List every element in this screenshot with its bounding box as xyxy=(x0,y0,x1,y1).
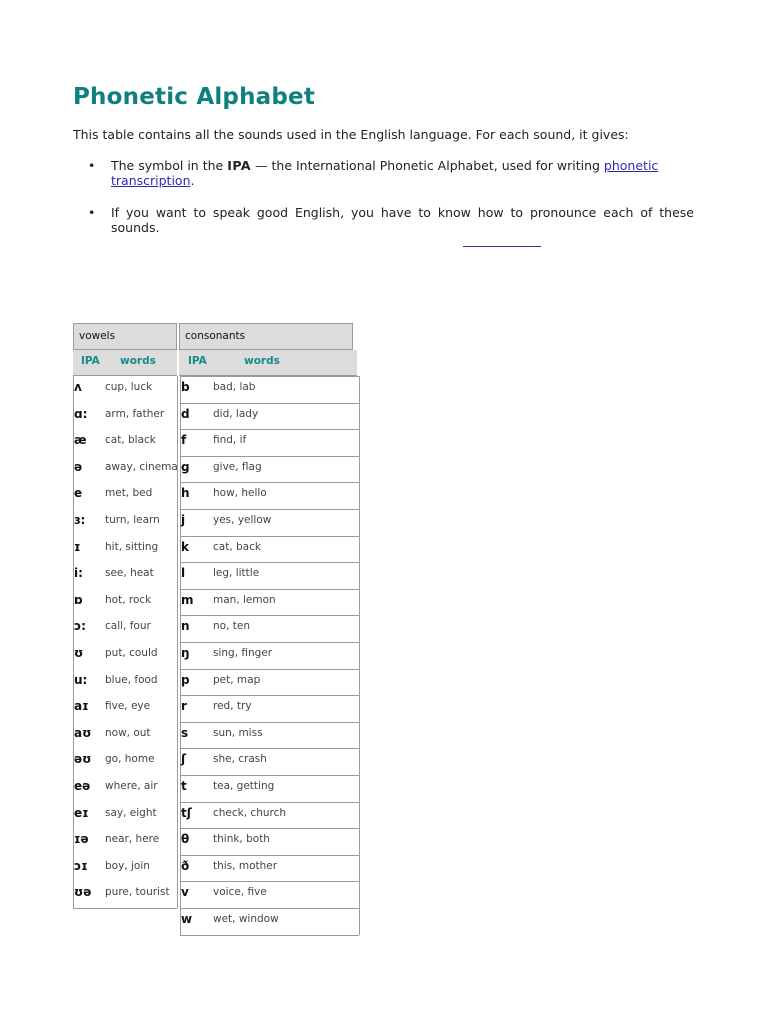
vowel-example-words: hot, rock xyxy=(105,593,152,606)
vowel-symbol: i: xyxy=(74,566,83,581)
vowel-symbol: aʊ xyxy=(74,725,92,740)
vowel-example-words: now, out xyxy=(105,726,151,739)
consonant-symbol: θ xyxy=(181,832,190,847)
consonant-symbol: g xyxy=(181,459,190,474)
consonant-symbol: p xyxy=(181,672,190,687)
vowel-example-words: where, air xyxy=(105,780,158,792)
consonant-example-words: pet, map xyxy=(213,673,261,686)
table-row-divider xyxy=(180,589,359,590)
vowel-symbol: u: xyxy=(74,672,88,687)
vowel-symbol: e xyxy=(74,486,83,501)
vowels-header: vowels xyxy=(73,323,177,350)
consonant-example-words: no, ten xyxy=(213,620,250,633)
vowel-symbol: ʊ xyxy=(74,646,84,660)
table-row-divider xyxy=(180,775,359,776)
vowel-example-words: away, cinema xyxy=(105,460,178,473)
vowels-subheader xyxy=(73,350,177,376)
table-bottom-border xyxy=(180,935,359,936)
consonant-symbol: m xyxy=(181,592,194,607)
consonant-example-words: she, crash xyxy=(213,753,267,766)
vowel-example-words: hit, sitting xyxy=(105,540,159,553)
consonant-example-words: give, flag xyxy=(213,460,262,473)
vowel-example-words: call, four xyxy=(105,620,151,633)
vowel-symbol: ɪ xyxy=(74,539,81,554)
table-row-divider xyxy=(180,429,359,430)
vowel-example-words: cat, black xyxy=(105,434,156,447)
consonant-symbol: w xyxy=(181,912,193,926)
consonant-example-words: yes, yellow xyxy=(213,514,272,526)
table-row-divider xyxy=(180,722,359,723)
consonant-example-words: wet, window xyxy=(213,913,279,925)
vowel-symbol: eɪ xyxy=(74,805,89,820)
consonant-example-words: how, hello xyxy=(213,487,267,500)
table-row-divider xyxy=(180,802,359,803)
bullet-text: If you want to speak good English, you have to know how to pronounce each of these sounds. xyxy=(111,205,694,235)
table-row-divider xyxy=(180,855,359,856)
table-row-divider xyxy=(180,562,359,563)
vowel-symbol: ɜ: xyxy=(74,513,86,527)
consonant-example-words: red, try xyxy=(213,700,252,713)
table-row-divider xyxy=(180,403,359,404)
bullet-text-start: The symbol in the xyxy=(111,158,228,173)
table-row-divider xyxy=(180,748,359,749)
vowel-symbol: ɔ: xyxy=(74,619,86,634)
vowel-symbol: aɪ xyxy=(74,699,89,714)
vowel-symbol: əʊ xyxy=(74,752,92,767)
vowels-left-border xyxy=(73,376,74,908)
vowels-right-border xyxy=(177,376,178,908)
consonant-symbol: tʃ xyxy=(181,805,192,820)
vowel-example-words: blue, food xyxy=(105,673,158,686)
vowel-symbol: ɔɪ xyxy=(74,858,88,873)
consonant-example-words: sing, finger xyxy=(213,647,273,659)
vowel-example-words: arm, father xyxy=(105,407,165,420)
table-row-divider xyxy=(180,456,359,457)
table-row-divider xyxy=(180,669,359,670)
consonant-symbol: f xyxy=(181,433,187,448)
vowel-example-words: say, eight xyxy=(105,806,157,819)
consonant-example-words: sun, miss xyxy=(213,726,263,739)
consonant-example-words: tea, getting xyxy=(213,780,275,792)
vowel-symbol: ə xyxy=(74,459,83,474)
table-row-divider xyxy=(180,482,359,483)
table-row-divider xyxy=(180,908,359,909)
vowel-example-words: near, here xyxy=(105,833,160,846)
vowels-ipa-label: IPA xyxy=(81,355,100,367)
consonant-example-words: cat, back xyxy=(213,540,261,553)
consonant-symbol: d xyxy=(181,406,190,421)
consonant-symbol: t xyxy=(181,779,187,793)
vowel-example-words: five, eye xyxy=(105,700,151,713)
table-row-divider xyxy=(180,642,359,643)
bullet-text xyxy=(88,158,694,188)
vowel-example-words: see, heat xyxy=(105,567,154,580)
consonant-example-words: think, both xyxy=(213,833,270,846)
table-row-divider xyxy=(180,695,359,696)
page-title: Phonetic Alphabet xyxy=(73,84,316,110)
vowel-example-words: go, home xyxy=(105,753,155,766)
vowel-symbol: ʊə xyxy=(74,885,92,900)
consonant-symbol: h xyxy=(181,486,190,501)
consonants-subheader xyxy=(179,350,357,376)
bullet-dot: • xyxy=(88,205,96,220)
consonants-right-border xyxy=(359,376,360,935)
consonant-symbol: v xyxy=(181,885,189,900)
consonant-example-words: did, lady xyxy=(213,407,259,420)
ipa-abbrev: IPA xyxy=(227,158,252,173)
consonant-symbol: ŋ xyxy=(181,646,190,660)
vowel-symbol: ɒ xyxy=(74,592,83,607)
table-row-divider xyxy=(180,881,359,882)
consonant-example-words: leg, little xyxy=(213,567,260,580)
table-row-divider xyxy=(180,536,359,537)
vowel-symbol: eə xyxy=(74,779,91,793)
vowel-example-words: boy, join xyxy=(105,859,150,872)
consonants-words-label: words xyxy=(244,355,280,367)
vowels-words-label: words xyxy=(120,355,156,367)
consonant-symbol: l xyxy=(181,566,186,581)
vowel-symbol: ɪə xyxy=(74,832,89,847)
vowels-bottom-border xyxy=(73,908,177,909)
consonant-symbol: ʃ xyxy=(181,752,186,767)
bullet-text-mid: — the International Phonetic Alphabet, used for writing xyxy=(251,158,604,173)
bullet-ipa xyxy=(88,158,694,188)
consonants-header: consonants xyxy=(179,323,353,350)
consonant-symbol: k xyxy=(181,539,189,554)
vowel-example-words: put, could xyxy=(105,647,158,659)
consonant-example-words: find, if xyxy=(213,434,247,447)
consonant-example-words: this, mother xyxy=(213,859,278,872)
table-row-divider xyxy=(180,509,359,510)
consonant-symbol: n xyxy=(181,619,190,634)
consonant-example-words: man, lemon xyxy=(213,593,276,606)
consonant-example-words: check, church xyxy=(213,806,287,819)
bullet-text-end: . xyxy=(190,173,195,188)
consonant-symbol: j xyxy=(181,513,186,527)
table-row-divider xyxy=(180,376,359,377)
vowel-symbol: æ xyxy=(74,433,87,448)
consonant-example-words: voice, five xyxy=(213,886,267,899)
table-row-divider xyxy=(180,615,359,616)
vowel-symbol: ɑ: xyxy=(74,406,88,421)
consonant-symbol: ð xyxy=(181,858,190,873)
phonetic-transcription-link[interactable]: phonetic transcription xyxy=(111,158,659,188)
consonant-symbol: b xyxy=(181,380,190,394)
vowel-example-words: cup, luck xyxy=(105,381,153,393)
vowel-example-words: turn, learn xyxy=(105,514,160,526)
link-underline-fragment xyxy=(463,246,541,247)
table-row-divider xyxy=(180,828,359,829)
intro-paragraph: This table contains all the sounds used in the English language. For each sound, it gives: xyxy=(73,127,629,142)
consonant-symbol: r xyxy=(181,699,187,714)
bullet-dot: • xyxy=(88,158,96,173)
consonants-ipa-label: IPA xyxy=(188,355,207,367)
vowel-example-words: pure, tourist xyxy=(105,886,170,899)
consonant-example-words: bad, lab xyxy=(213,381,256,393)
vowel-symbol: ʌ xyxy=(74,380,82,394)
consonant-symbol: s xyxy=(181,725,189,740)
bullet-pronounce xyxy=(88,205,694,235)
vowel-example-words: met, bed xyxy=(105,487,153,500)
